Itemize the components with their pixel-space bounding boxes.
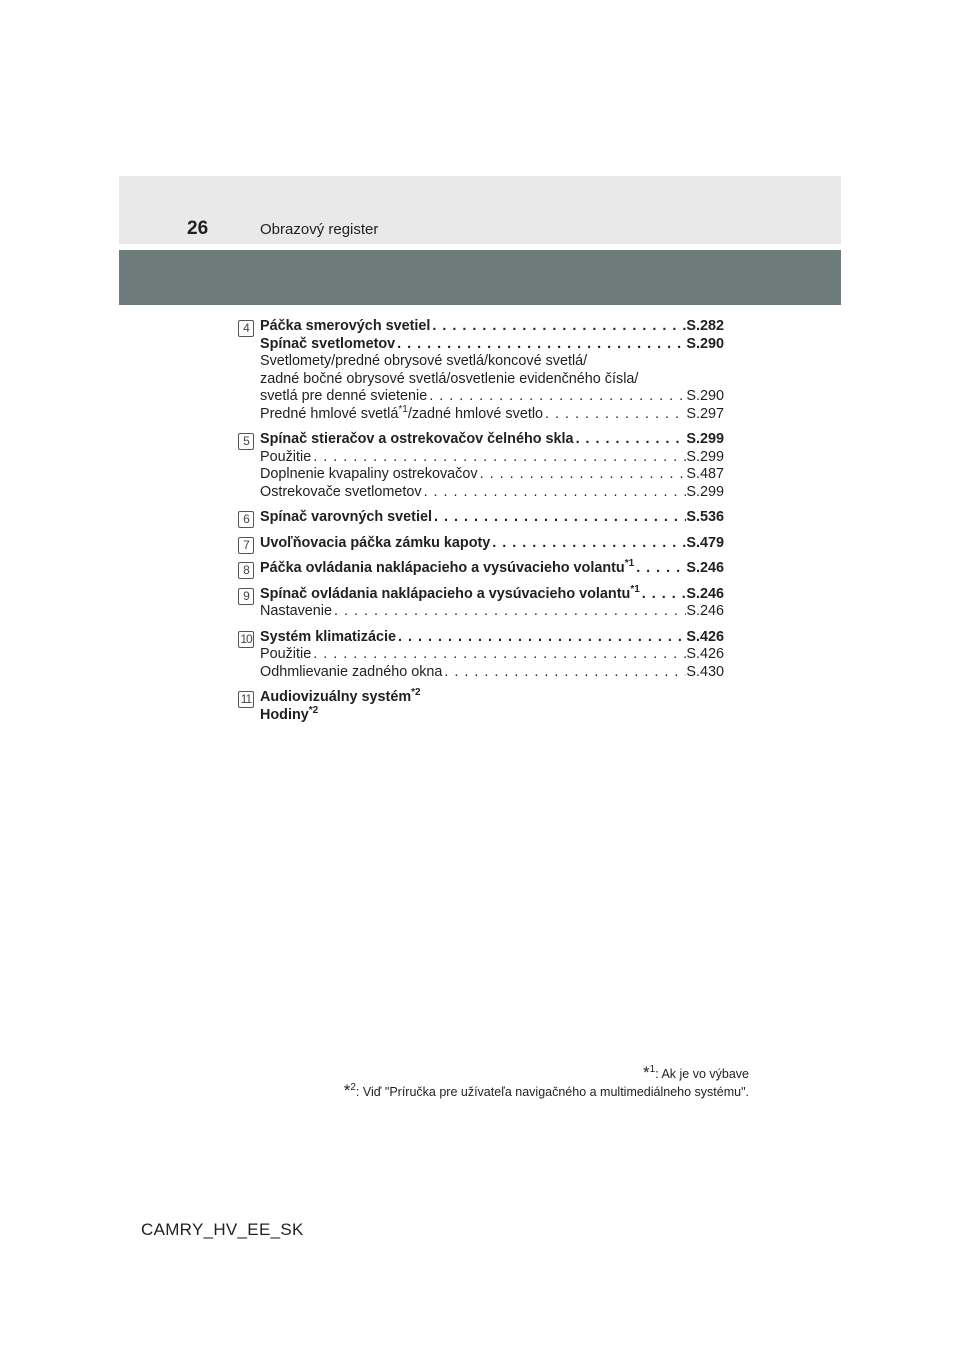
entry-text: Spínač svetlometov [260, 335, 396, 352]
footnote-2: *$^2$: Viď "Príručka pre užívateľa navigačného a multimediálneho systému". [343, 1081, 749, 1100]
index-heading-row[interactable] [260, 431, 724, 449]
entry-text: zadné bočné obrysové svetlá/osvetlenie evidenčného čísla/ [260, 370, 639, 387]
index-sub-row[interactable] [260, 484, 724, 502]
section-title: Obrazový register [260, 221, 379, 238]
footnote-1: *$^1$: Ak je vo výbave [643, 1063, 749, 1082]
entry-text: Audiovizuálny systém [260, 689, 412, 705]
entry-number-badge: 9 [238, 588, 254, 605]
index-sub-row[interactable] [260, 388, 724, 406]
page-reference[interactable]: S.479 [686, 534, 724, 551]
entry-text: Spínač varovných svetiel [260, 509, 432, 525]
dot-leader [490, 535, 686, 553]
entry-text: Spínač stieračov a ostrekovačov čelného skla [260, 431, 574, 447]
dot-leader [395, 336, 686, 354]
dot-leader [396, 629, 686, 647]
entry-text: Odhmlievanie zadného okna [260, 663, 443, 680]
entry-text: Nastavenie [260, 603, 332, 619]
page-reference[interactable]: S.299 [686, 431, 724, 447]
page-reference[interactable]: S.487 [686, 466, 724, 482]
footnote-ref: *2 [308, 704, 319, 716]
page-reference[interactable]: S.297 [686, 405, 724, 422]
entry-number-badge: 6 [238, 511, 254, 528]
index-heading-row[interactable] [260, 560, 724, 578]
entry-text: Spínač ovládania naklápacieho a vysúvacieho volantu [260, 585, 631, 602]
dot-leader [543, 406, 686, 424]
entry-text: Použitie [260, 448, 312, 465]
index-sub-row[interactable] [260, 664, 724, 682]
index-entry [238, 689, 724, 724]
entry-text: Páčka smerových svetiel [260, 318, 431, 334]
index-sub-row[interactable] [260, 466, 724, 484]
index-heading-row[interactable] [260, 318, 724, 336]
entry-text: Svetlomety/predné obrysové svetlá/koncové svetlá/ [260, 353, 588, 369]
index-heading-row[interactable] [260, 629, 724, 647]
footnote-ref: *1 [630, 583, 640, 595]
index-entry [238, 431, 724, 501]
page-reference[interactable]: S.430 [686, 663, 724, 680]
page-reference[interactable]: S.246 [686, 603, 724, 619]
entry-number-badge: 11 [238, 691, 254, 708]
footnote-ref: *1 [624, 558, 635, 569]
entry-text: Uvoľňovacia páčka zámku kapoty [260, 534, 491, 551]
page-reference[interactable]: S.282 [686, 318, 724, 334]
index-entry [238, 318, 724, 423]
index-sub-row [260, 371, 724, 389]
dot-leader [634, 560, 686, 578]
index-entry [238, 535, 724, 553]
dot-leader [640, 586, 687, 604]
header-dark-band [119, 250, 841, 305]
index-entry [238, 509, 724, 527]
index-entry [238, 583, 724, 621]
entry-number-badge: 10 [238, 631, 254, 648]
dot-leader [311, 449, 686, 467]
document-code: CAMRY_HV_EE_SK [141, 1220, 304, 1239]
dot-leader [432, 509, 686, 527]
page-reference[interactable]: S.299 [686, 448, 724, 465]
dot-leader [442, 664, 686, 682]
dot-leader [478, 466, 687, 484]
header-band [119, 176, 841, 244]
entry-text: Systém klimatizácie [260, 628, 396, 645]
dot-leader [311, 646, 686, 664]
entry-number-badge: 4 [238, 320, 254, 337]
index-heading-row[interactable] [260, 535, 724, 553]
page-reference[interactable]: S.536 [686, 509, 724, 525]
entry-text: Ostrekovače svetlometov [260, 483, 422, 500]
footnote-ref: *2 [411, 687, 421, 698]
page-reference[interactable]: S.246 [686, 560, 724, 576]
entry-text: Páčka ovládania naklápacieho a vysúvacieho volantu [260, 560, 625, 576]
page-reference[interactable]: S.246 [686, 585, 724, 602]
index-sub-row[interactable] [260, 646, 724, 664]
entry-number-badge: 8 [238, 562, 254, 579]
dot-leader [422, 484, 687, 502]
index-sub-row[interactable] [260, 449, 724, 467]
index-heading-row [260, 689, 724, 707]
entry-text-continued: /zadné hmlové svetlo [407, 405, 544, 422]
entry-text: Doplnenie kvapaliny ostrekovačov [260, 466, 478, 482]
entry-number-badge: 7 [238, 537, 254, 554]
page-reference[interactable]: S.426 [686, 628, 724, 645]
dot-leader [574, 431, 687, 449]
entry-text: Predné hmlové svetlá [260, 405, 399, 422]
entry-number-badge: 5 [238, 433, 254, 450]
index-entry [238, 629, 724, 682]
page-reference[interactable]: S.290 [686, 335, 724, 352]
index-sub-row[interactable] [260, 603, 724, 621]
dot-leader [427, 388, 686, 406]
index-heading-row[interactable] [260, 583, 724, 604]
index-sub-row[interactable] [260, 403, 724, 424]
page-reference[interactable]: S.290 [686, 388, 724, 404]
entry-text: svetlá pre denné svietenie [260, 388, 428, 404]
footnote-ref: *1 [398, 403, 408, 415]
dot-leader [430, 318, 686, 336]
dot-leader [332, 603, 686, 621]
index-heading-row[interactable] [260, 336, 724, 354]
index-heading-row[interactable] [260, 509, 724, 527]
index-list [238, 318, 724, 732]
index-heading-row [260, 704, 724, 725]
index-entry [238, 560, 724, 578]
page-reference[interactable]: S.299 [686, 483, 724, 500]
page-number: 26 [187, 218, 209, 239]
index-sub-row [260, 353, 724, 371]
entry-text: Hodiny [260, 706, 309, 723]
page-reference[interactable]: S.426 [686, 646, 724, 662]
entry-text: Použitie [260, 646, 312, 662]
